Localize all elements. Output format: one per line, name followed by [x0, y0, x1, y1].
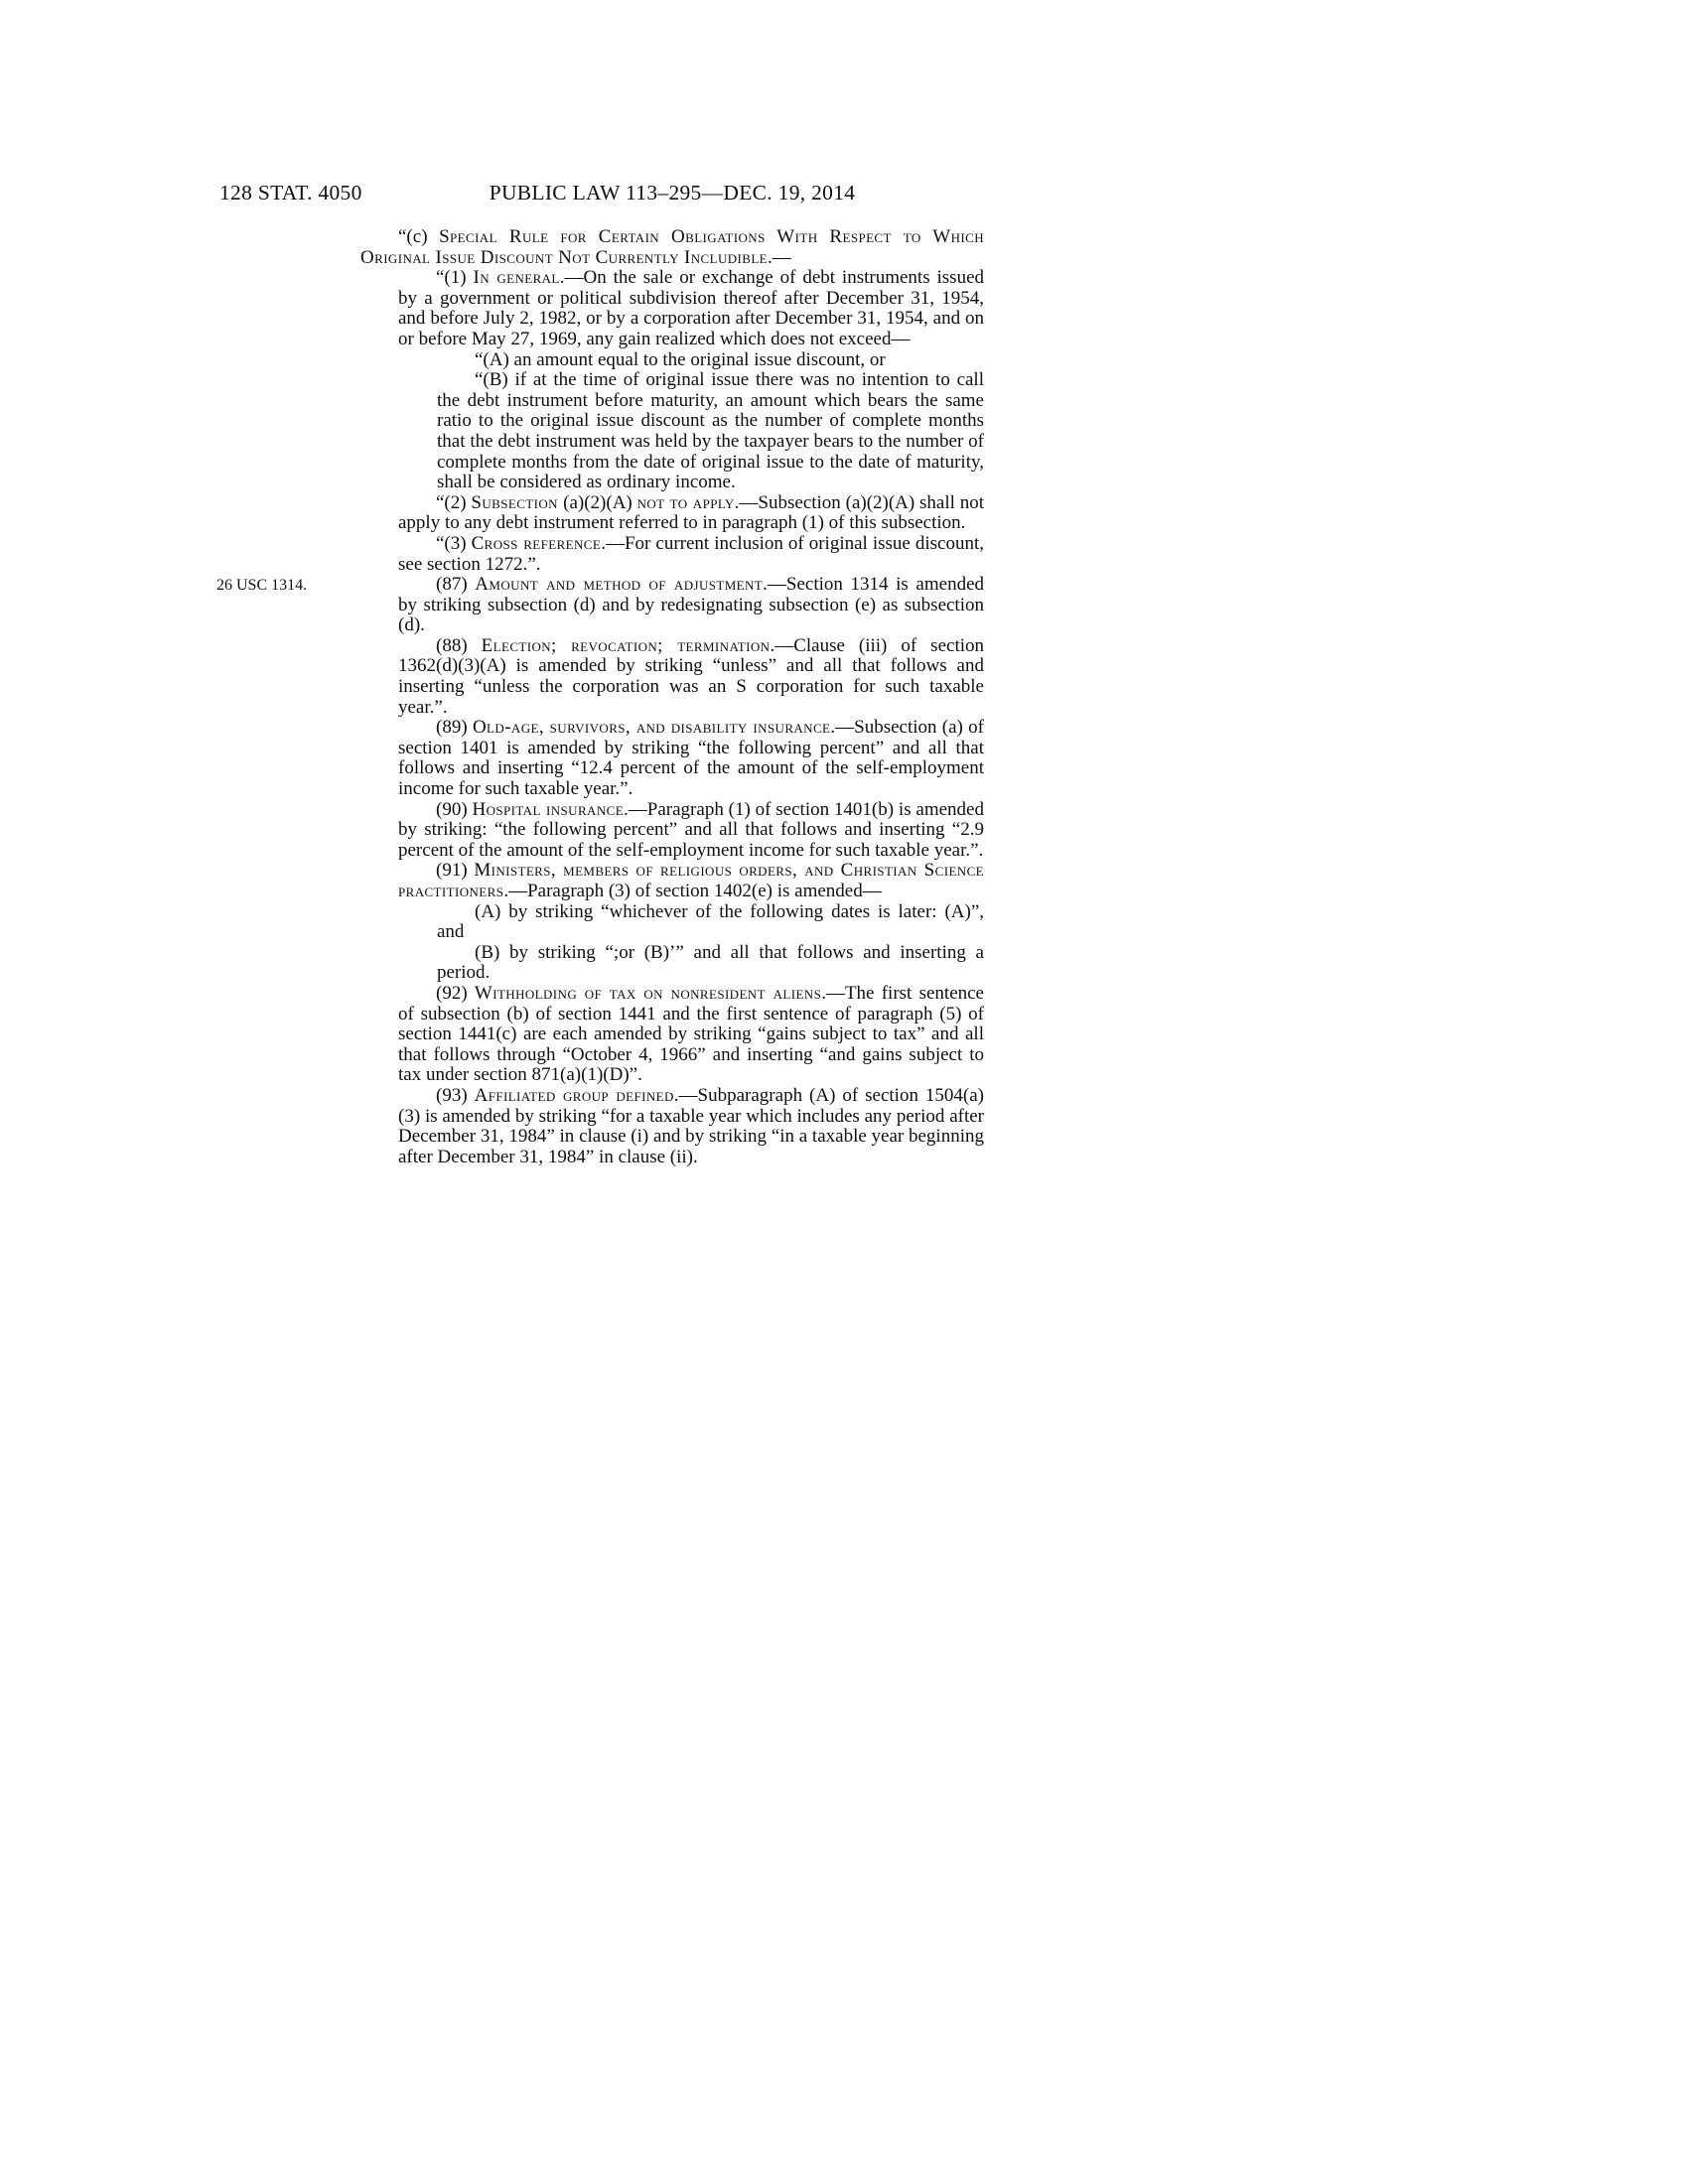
body-text: (a)(2)(A)	[563, 491, 637, 513]
small-caps-heading-text: Special Rule for Certain Obligations With Respect to Which Original Issue Discount Not Currently Includible	[360, 226, 984, 268]
body-text: .—For current inclusion of original issue discount, see section 1272.”.	[398, 532, 984, 575]
body-text: “(c)	[398, 226, 440, 247]
body-text: (93)	[436, 1084, 475, 1106]
para-c-1-B	[437, 370, 984, 493]
body-text: .—Paragraph (1) of section 1401(b) is amended by striking: “the following percent” and all that follows and inserting “2.9 percent of the amount of the self-employment income for such taxable year.”.	[398, 798, 984, 861]
body-text: .—Subsection (a) of section 1401 is amended by striking “the following percent” and all that follows and inserting “12.4 percent of the amount of the self-employment income for such taxable year.”.	[398, 717, 984, 800]
law-heading: PUBLIC LAW 113–295—DEC. 19, 2014	[489, 181, 856, 205]
body-text: .—	[768, 246, 791, 268]
para-c-1-A	[437, 350, 984, 371]
body-text: (90)	[436, 798, 473, 820]
body-text: (87)	[436, 574, 476, 596]
small-caps-heading-text: Subsection	[471, 491, 564, 513]
small-caps-heading-text: Amount and method of adjustment	[475, 574, 764, 596]
body-text: (A) by striking “whichever of the following dates is later: (A)”, and	[437, 900, 984, 943]
body-text: (89)	[436, 717, 473, 739]
small-caps-heading-text: Withholding of tax on nonresident aliens	[474, 982, 822, 1004]
para-88	[398, 636, 984, 718]
small-caps-heading-text: Election; revocation; termination	[481, 634, 771, 656]
para-c-2	[398, 493, 984, 534]
body-text: (92)	[436, 982, 475, 1004]
para-93	[398, 1086, 984, 1167]
para-91-B	[437, 943, 984, 984]
body-text: .—Section 1314 is amended by striking subsection (d) and by redesignating subsection (e) as subsection (d).	[398, 574, 984, 636]
para-c	[360, 227, 984, 268]
body-text: .—Paragraph (3) of section 1402(e) is amended—	[503, 881, 882, 901]
body-text: “(3)	[436, 532, 472, 554]
statute-body	[216, 226, 985, 1167]
stat-page-number: 128 STAT. 4050	[219, 181, 362, 205]
body-text: .—Subsection (a)(2)(A) shall not apply to any debt instrument referred to in paragraph (1) of this subsection.	[398, 491, 985, 534]
small-caps-heading-text: Ministers, members of religious orders, and Christian Science practitioners	[398, 860, 984, 901]
body-text: .—The first sentence of subsection (b) of section 1441 and the first sentence of paragraph (5) of section 1441(c) are each amended by striking “gains subject to tax” and all that follows through “October 4, 1966” and inserting “and gains subject to tax under section 871(a)(1)(D)”.	[398, 982, 984, 1086]
small-caps-heading-text: In general	[473, 267, 560, 289]
body-text: “(A) an amount equal to the original issue discount, or	[475, 348, 886, 370]
body-text: .—Subparagraph (A) of section 1504(a)(3) is amended by striking “for a taxable year which includes any period after December 31, 1984” in clause (i) and by striking “in a taxable year beginning after December 31, 1984” in clause (ii).	[398, 1084, 984, 1167]
para-91	[398, 861, 984, 901]
body-text: (91)	[436, 860, 475, 882]
body-text: (88)	[436, 634, 482, 656]
para-91-A	[437, 902, 984, 943]
small-caps-heading-text: Cross reference	[471, 532, 602, 554]
body-text: “(2)	[436, 491, 472, 513]
uscode-margin-note: 26 USC 1314.	[216, 577, 308, 595]
small-caps-heading-text: Old-age, survivors, and disability insurance	[472, 717, 831, 739]
para-c-1	[398, 268, 984, 349]
body-text: .—Clause (iii) of section 1362(d)(3)(A) is amended by striking “unless” and all that follows and inserting “unless the corporation was an S corporation for such taxable year.”.	[398, 634, 984, 718]
para-87	[216, 574, 984, 636]
body-text: (B) by striking “;or (B)’” and all that follows and inserting a period.	[437, 941, 984, 984]
small-caps-heading-text: Affiliated group defined	[474, 1084, 674, 1106]
para-90	[398, 800, 984, 862]
para-89	[398, 718, 984, 799]
body-text: .—On the sale or exchange of debt instruments issued by a government or political subdivision thereof after December 31, 1954, and before July 2, 1982, or by a corporation after December 31, 1954, and on or before May 27, 1969, any gain realized which does not exceed—	[398, 267, 985, 349]
para-92	[398, 984, 984, 1086]
body-text: “(1)	[436, 267, 474, 289]
body-text: “(B) if at the time of original issue there was no intention to call the debt instrument before maturity, an amount which bears the same ratio to the original issue discount as the number of complete months that the debt instrument was held by the taxpayer bears to the number of complete months from the date of original issue to the date of maturity, shall be considered as ordinary income.	[437, 369, 984, 493]
small-caps-heading-text: Hospital insurance	[472, 798, 625, 820]
para-c-3	[398, 534, 984, 575]
small-caps-heading-text: not to apply	[636, 491, 735, 513]
